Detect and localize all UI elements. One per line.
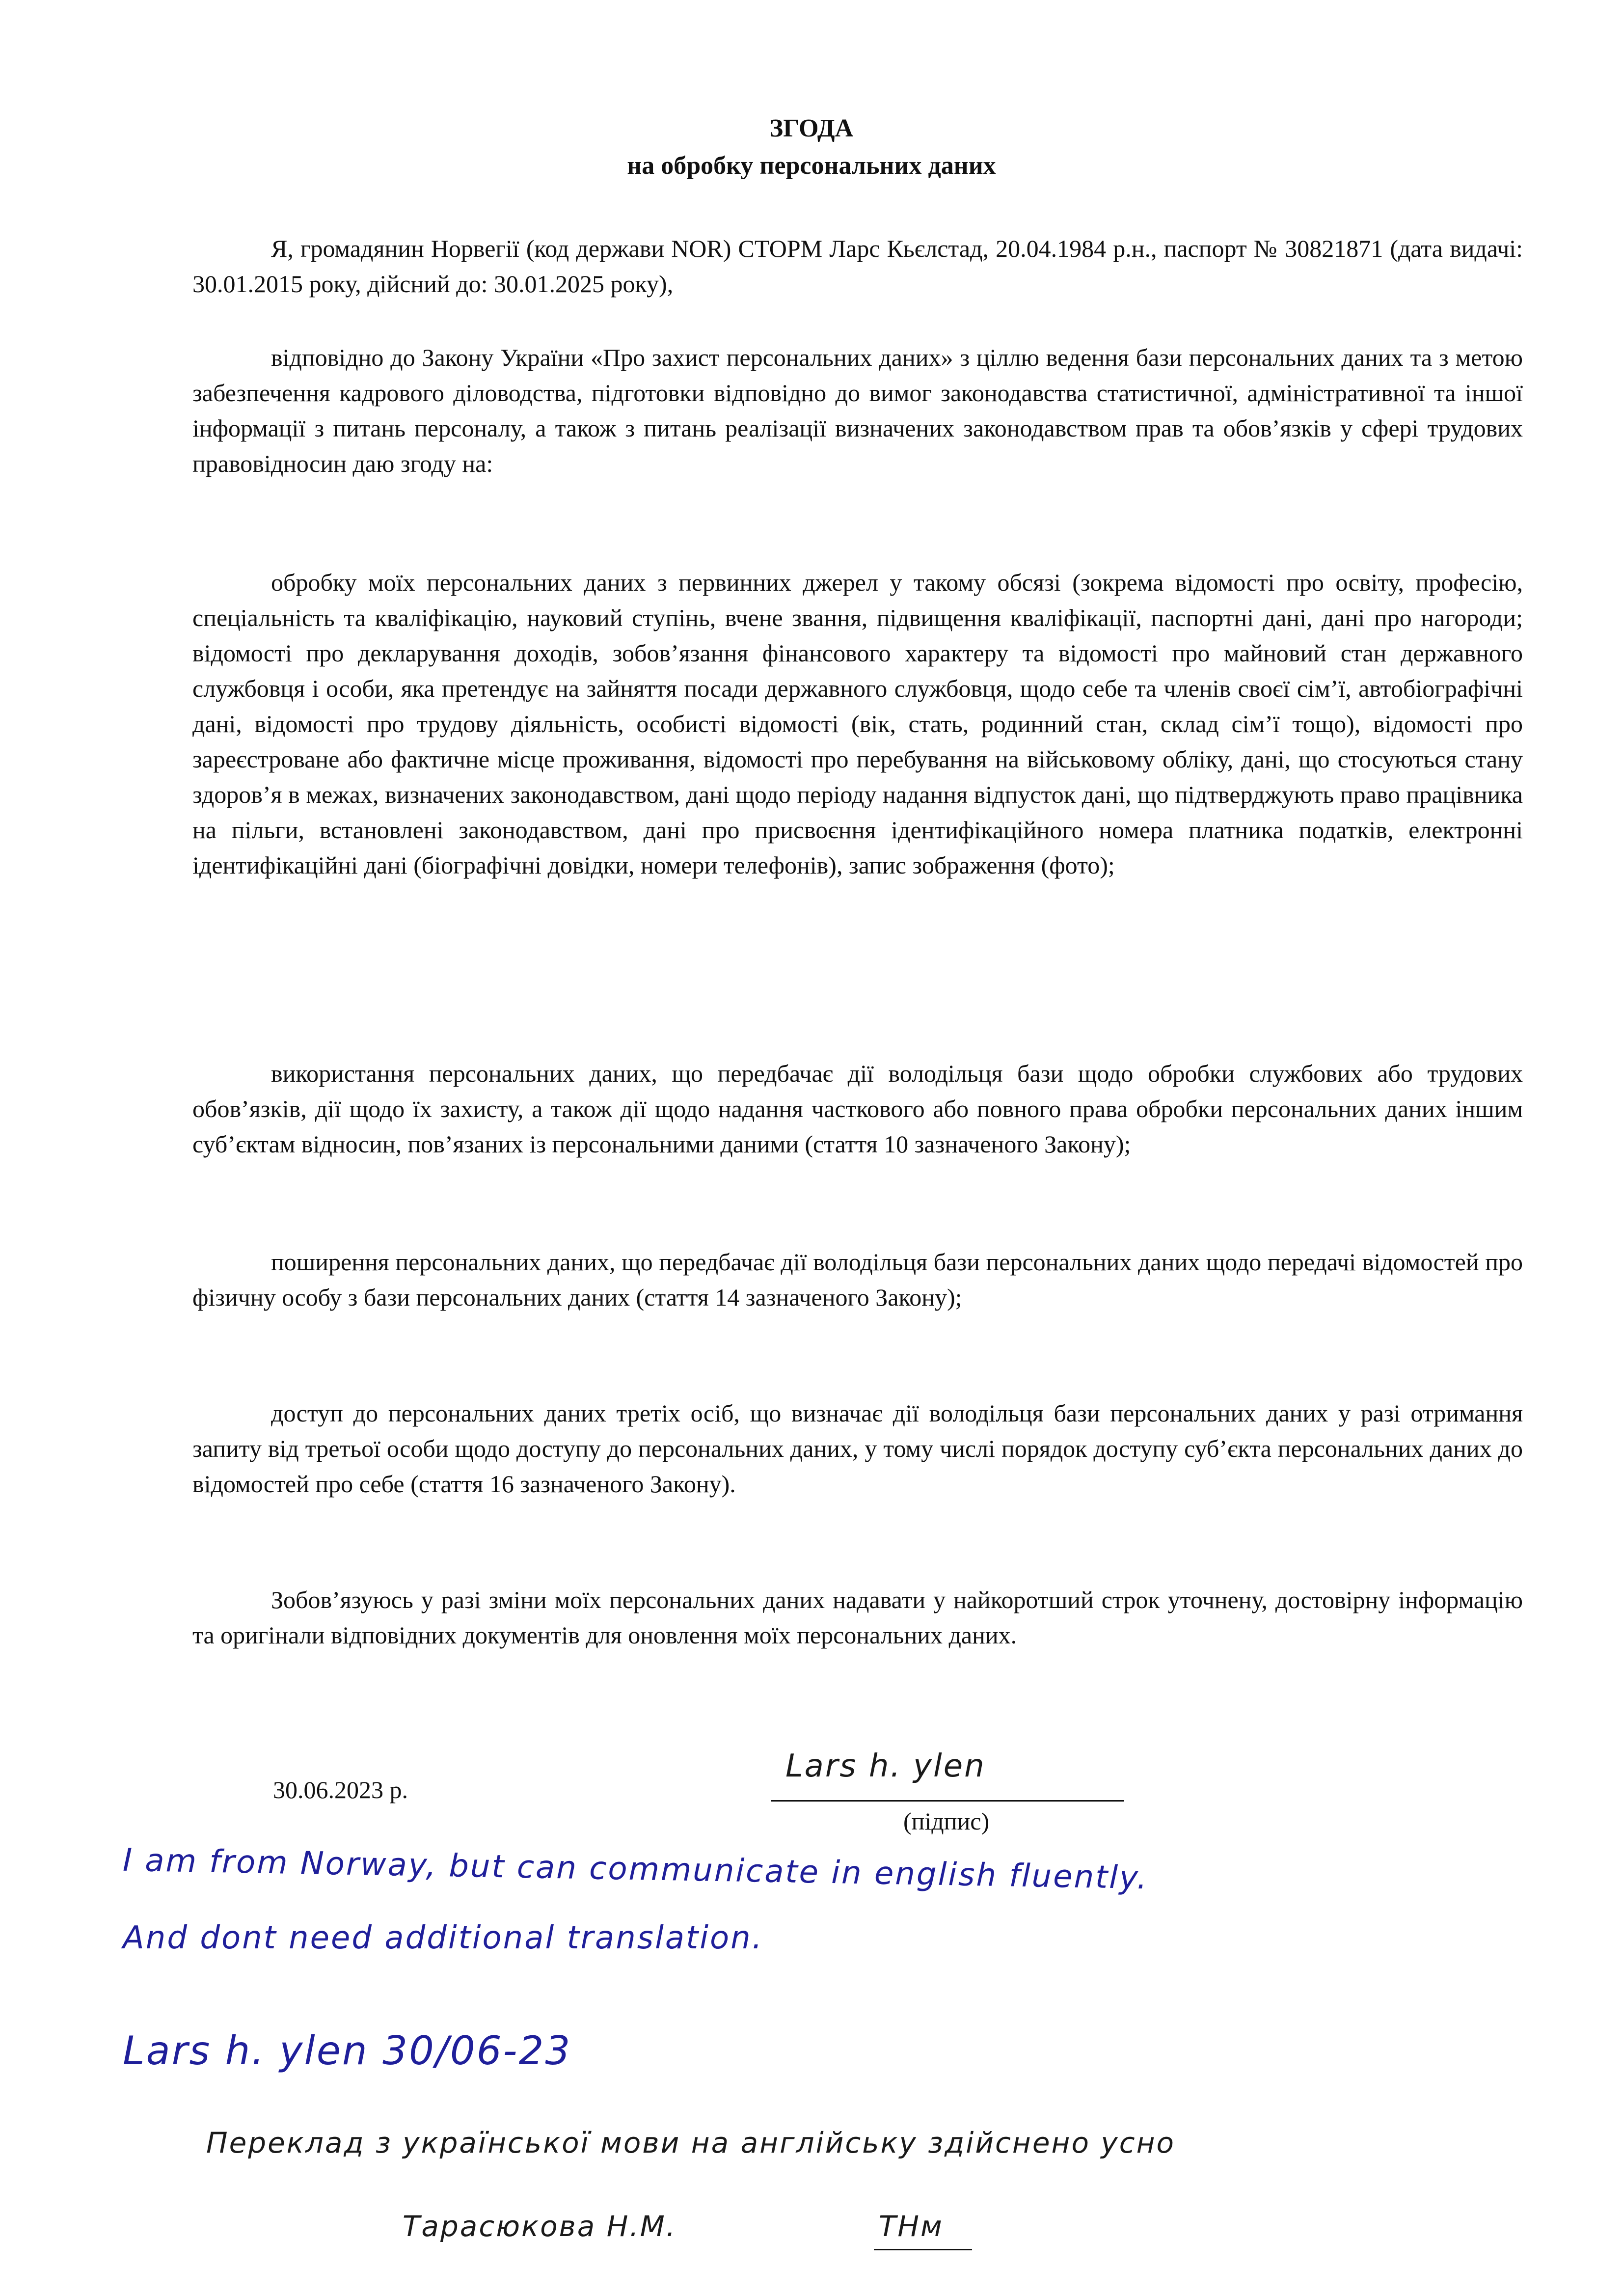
document-date: 30.06.2023 р. xyxy=(273,1776,408,1804)
paragraph-access: доступ до персональних даних третіх осіб, що визначає дії володільця бази персональних даних у разі отримання запиту від третьої особи щодо доступу до персональних даних, у тому числі порядок доступу суб’єкта персональних даних до відомостей про себе (стаття 16 зазначеного Закону). xyxy=(192,1399,1523,1498)
handwritten-note-line2: And dont need additional translation. xyxy=(123,1920,764,1956)
intro-paragraph: Я, громадянин Норвегії (код держави NOR) СТОРМ Ларс Кьєлстад, 20.04.1984 р.н., паспорт № 30821871 (дата видачі: 30.01.2015 року, дійсний до: 30.01.2025 року), xyxy=(192,235,1523,298)
translator-note: Переклад з української мови на англійську здійснено усно xyxy=(206,2126,1175,2159)
translator-signature: ТНм xyxy=(879,2210,944,2243)
paragraph-usage: використання персональних даних, що передбачає дії володільця бази щодо обробки службових або трудових обов’язків, дії щодо їх захисту, а також дії щодо надання часткового або повного права обробки персональних даних іншим суб’єктам відносин, пов’язаних із персональними даними (стаття 10 зазначеного Закону); xyxy=(192,1060,1523,1158)
document-title: ЗГОДА xyxy=(769,114,854,142)
paragraph-processing: обробку моїх персональних даних з первинних джерел у такому обсязі (зокрема відомості про освіту, професію, спеціальність та кваліфікацію, науковий ступінь, вчене звання, підвищення кваліфікації, паспортні дані, дані про нагороди; відомості про декларування доходів, зобов’язання фінансового характеру та відомості про майновий стан державного службовця і особи, яка претендує на зайняття посади державного службовця, щодо себе та членів своєї сім’ї, автобіографічні дані, відомості про трудову діяльність, особисті відомості (вік, стать, родинний стан, склад сім’ї тощо), відомості про зареєстроване або фактичне місце проживання, відомості про перебування на військовому обліку, дані, що стосуються стану здоров’я в межах, визначених законодавством, дані щодо періоду надання відпусток дані, що підтверджують право працівника на пільги, встановлені законодавством, дані про присвоєння ідентифікаційного номера платника податків, електронні ідентифікаційні дані (біографічні довідки, номери телефонів), запис зображення (фото); xyxy=(192,569,1523,879)
paragraph-obligation: Зобов’язуюсь у разі зміни моїх персональних даних надавати у найкоротший строк уточнену, достовірну інформацію та оригінали відповідних документів для оновлення моїх персональних даних. xyxy=(192,1586,1523,1649)
handwritten-note-line1: I am from Norway, but can communicate in english fluently. xyxy=(122,1842,1149,1897)
translator-signature-underline xyxy=(874,2249,972,2250)
handwritten-signature-date: Lars h. ylen 30/06-23 xyxy=(123,2028,572,2074)
paragraph-dissemination: поширення персональних даних, що передбачає дії володільця бази персональних даних щодо передачі відомостей про фізичну особу з бази персональних даних (стаття 14 зазначеного Закону); xyxy=(192,1248,1523,1311)
signature-caption: (підпис) xyxy=(903,1807,990,1835)
signature-line xyxy=(771,1800,1124,1802)
paragraph-legal-basis: відповідно до Закону України «Про захист персональних даних» з ціллю ведення бази персональних даних та з метою забезпечення кадрового діловодства, підготовки відповідно до вимог законодавства статистичної, адміністративної та іншої інформації з питань персоналу, а також з питань реалізації визначених законодавством прав та обов’язків у сфері трудових правовідносин даю згоду на: xyxy=(192,344,1523,477)
document-subtitle: на обробку персональних даних xyxy=(627,152,996,180)
translator-name: Тарасюкова Н.М. xyxy=(403,2210,677,2243)
signature-1: Lars h. ylen xyxy=(785,1748,986,1784)
